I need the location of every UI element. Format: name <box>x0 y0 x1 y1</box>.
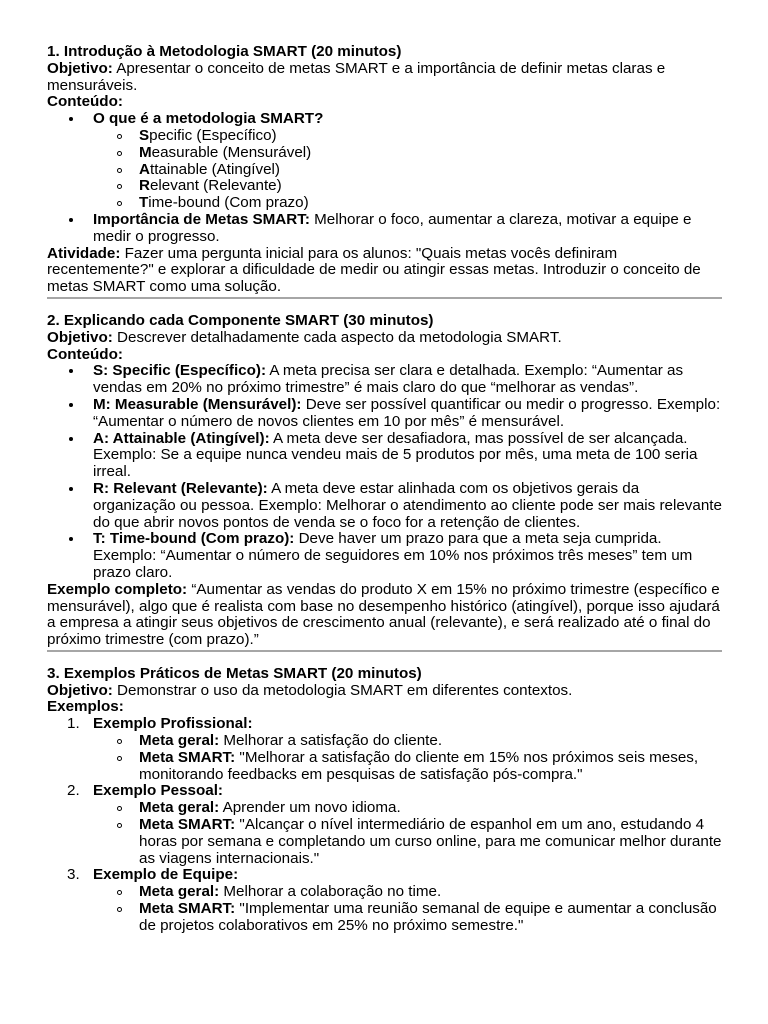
objective: Objetivo: Apresentar o conceito de metas SMART e a importância de definir metas claras e mensuráveis. <box>47 59 666 94</box>
list-item: R: Relevant (Relevante): A meta deve estar alinhada com os objetivos gerais da organização ou pessoa. Exemplo: Melhorar o atendimento ao cliente pode ser mais relevante do que abrir novos pontos de venda se o foco for a retenção de clientes. <box>47 481 722 531</box>
circle-bullet-icon <box>117 907 122 912</box>
bullet-icon <box>69 487 73 491</box>
section-2 <box>47 313 722 652</box>
example-sublist <box>93 733 722 783</box>
list-item: 3. Exemplo de Equipe: Meta geral: Melhorar a colaboração no time. Meta SMART: "Implementar uma reunião semanal de equipe e aumentar a conclusão de projetos colaborativos em 25% no próximo semestre." <box>47 867 722 934</box>
examples-list <box>47 716 722 934</box>
list-number: 2. <box>67 782 80 800</box>
sublist-item: Meta SMART: "Implementar uma reunião semanal de equipe e aumentar a conclusão de projetos colaborativos em 25% no próximo semestre." <box>47 901 722 935</box>
sublist-item: Relevant (Relevante) <box>47 178 722 195</box>
circle-bullet-icon <box>117 739 122 744</box>
bullet-icon <box>69 403 73 407</box>
content-label: Conteúdo: <box>47 93 123 111</box>
section-title: 2. Explicando cada Componente SMART (30 minutos) <box>47 311 434 329</box>
sublist-item: Measurable (Mensurável) <box>47 145 722 162</box>
bullet-icon <box>69 537 73 541</box>
divider <box>47 297 722 299</box>
sublist-item: Meta geral: Aprender um novo idioma. <box>47 800 722 817</box>
list-item: T: Time-bound (Com prazo): Deve haver um prazo para que a meta seja cumprida. Exemplo: “Aumentar o número de seguidores em 10% nos próximos três meses” tem um prazo claro. <box>47 531 722 581</box>
list-item: M: Measurable (Mensurável): Deve ser possível quantificar ou medir o progresso. Exemplo: “Aumentar o número de novos clientes em 10 por mês” é mensurável. <box>47 397 722 431</box>
circle-bullet-icon <box>117 823 122 828</box>
activity: Atividade: Fazer uma pergunta inicial para os alunos: "Quais metas vocês definiram recentemente?" e explorar a dificuldade de medir ou atingir essas metas. Introduzir o conceito de metas SMART como uma solução. <box>47 244 701 296</box>
circle-bullet-icon <box>117 151 122 156</box>
list-number: 3. <box>67 866 80 884</box>
bullet-icon <box>69 369 73 373</box>
objective: Objetivo: Demonstrar o uso da metodologia SMART em diferentes contextos. <box>47 681 573 699</box>
bullet-icon <box>69 437 73 441</box>
circle-bullet-icon <box>117 201 122 206</box>
circle-bullet-icon <box>117 184 122 189</box>
sublist-item: Time-bound (Com prazo) <box>47 195 722 212</box>
example-sublist <box>93 884 722 934</box>
section-1 <box>47 44 722 299</box>
example-sublist <box>93 800 722 867</box>
content-list <box>47 363 722 581</box>
sublist-item: Meta geral: Melhorar a colaboração no time. <box>47 884 722 901</box>
content-label: Conteúdo: <box>47 345 123 363</box>
list-item: Importância de Metas SMART: Melhorar o foco, aumentar a clareza, motivar a equipe e medir o progresso. <box>47 212 722 246</box>
sublist-item: Attainable (Atingível) <box>47 162 722 179</box>
circle-bullet-icon <box>117 134 122 139</box>
objective: Objetivo: Descrever detalhadamente cada aspecto da metodologia SMART. <box>47 328 562 346</box>
section-3 <box>47 666 722 935</box>
list-item: 2. Exemplo Pessoal: Meta geral: Aprender um novo idioma. Meta SMART: "Alcançar o nível intermediário de espanhol em um ano, estudando 4 horas por semana e completando um curso online, para me comunicar melhor durante as viagens internacionais." <box>47 783 722 867</box>
list-item: A: Attainable (Atingível): A meta deve ser desafiadora, mas possível de ser alcançada. Exemplo: Se a equipe nunca vendeu mais de 5 produtos por mês, uma meta de 100 seria irreal. <box>47 431 722 481</box>
examples-label: Exemplos: <box>47 698 124 716</box>
section-title: 1. Introdução à Metodologia SMART (20 minutos) <box>47 43 402 60</box>
sublist-item: Specific (Específico) <box>47 128 722 145</box>
sublist-item: Meta geral: Melhorar a satisfação do cliente. <box>47 733 722 750</box>
sublist-item: Meta SMART: "Alcançar o nível intermediário de espanhol em um ano, estudando 4 horas por semana e completando um curso online, para me comunicar melhor durante as viagens internacionais." <box>47 817 722 867</box>
sublist-item: Meta SMART: "Melhorar a satisfação do cliente em 15% nos próximos seis meses, monitorando feedbacks em pesquisas de satisfação pós-compra." <box>47 750 722 784</box>
circle-bullet-icon <box>117 168 122 173</box>
circle-bullet-icon <box>117 806 122 811</box>
bullet-icon <box>69 117 73 121</box>
list-item: O que é a metodologia SMART? Specific (Específico) Measurable (Mensurável) Attainable (Atingível) Relevant (Relevante) Time-bound (Com prazo) <box>47 111 722 212</box>
circle-bullet-icon <box>117 756 122 761</box>
divider <box>47 650 722 652</box>
content-list <box>47 111 722 245</box>
bullet-icon <box>69 218 73 222</box>
list-number: 1. <box>67 715 80 733</box>
circle-bullet-icon <box>117 890 122 895</box>
section-title: 3. Exemplos Práticos de Metas SMART (20 minutos) <box>47 664 422 682</box>
list-item: 1. Exemplo Profissional: Meta geral: Melhorar a satisfação do cliente. Meta SMART: "Melhorar a satisfação do cliente em 15% nos próximos seis meses, monitorando feedbacks em pesquisas de satisfação pós-compra." <box>47 716 722 783</box>
list-item: S: Specific (Específico): A meta precisa ser clara e detalhada. Exemplo: “Aumentar as vendas em 20% no próximo trimestre” é mais claro do que “melhorar as vendas”. <box>47 363 722 397</box>
complete-example: Exemplo completo: “Aumentar as vendas do produto X em 15% no próximo trimestre (específico e mensurável), algo que é realista com base no desempenho histórico (atingível), porque isso ajudará a empresa a atingir seus objetivos de crescimento anual (relevante), e será realizado até o final do próximo trimestre (com prazo).” <box>47 580 720 649</box>
smart-sublist <box>93 128 722 212</box>
